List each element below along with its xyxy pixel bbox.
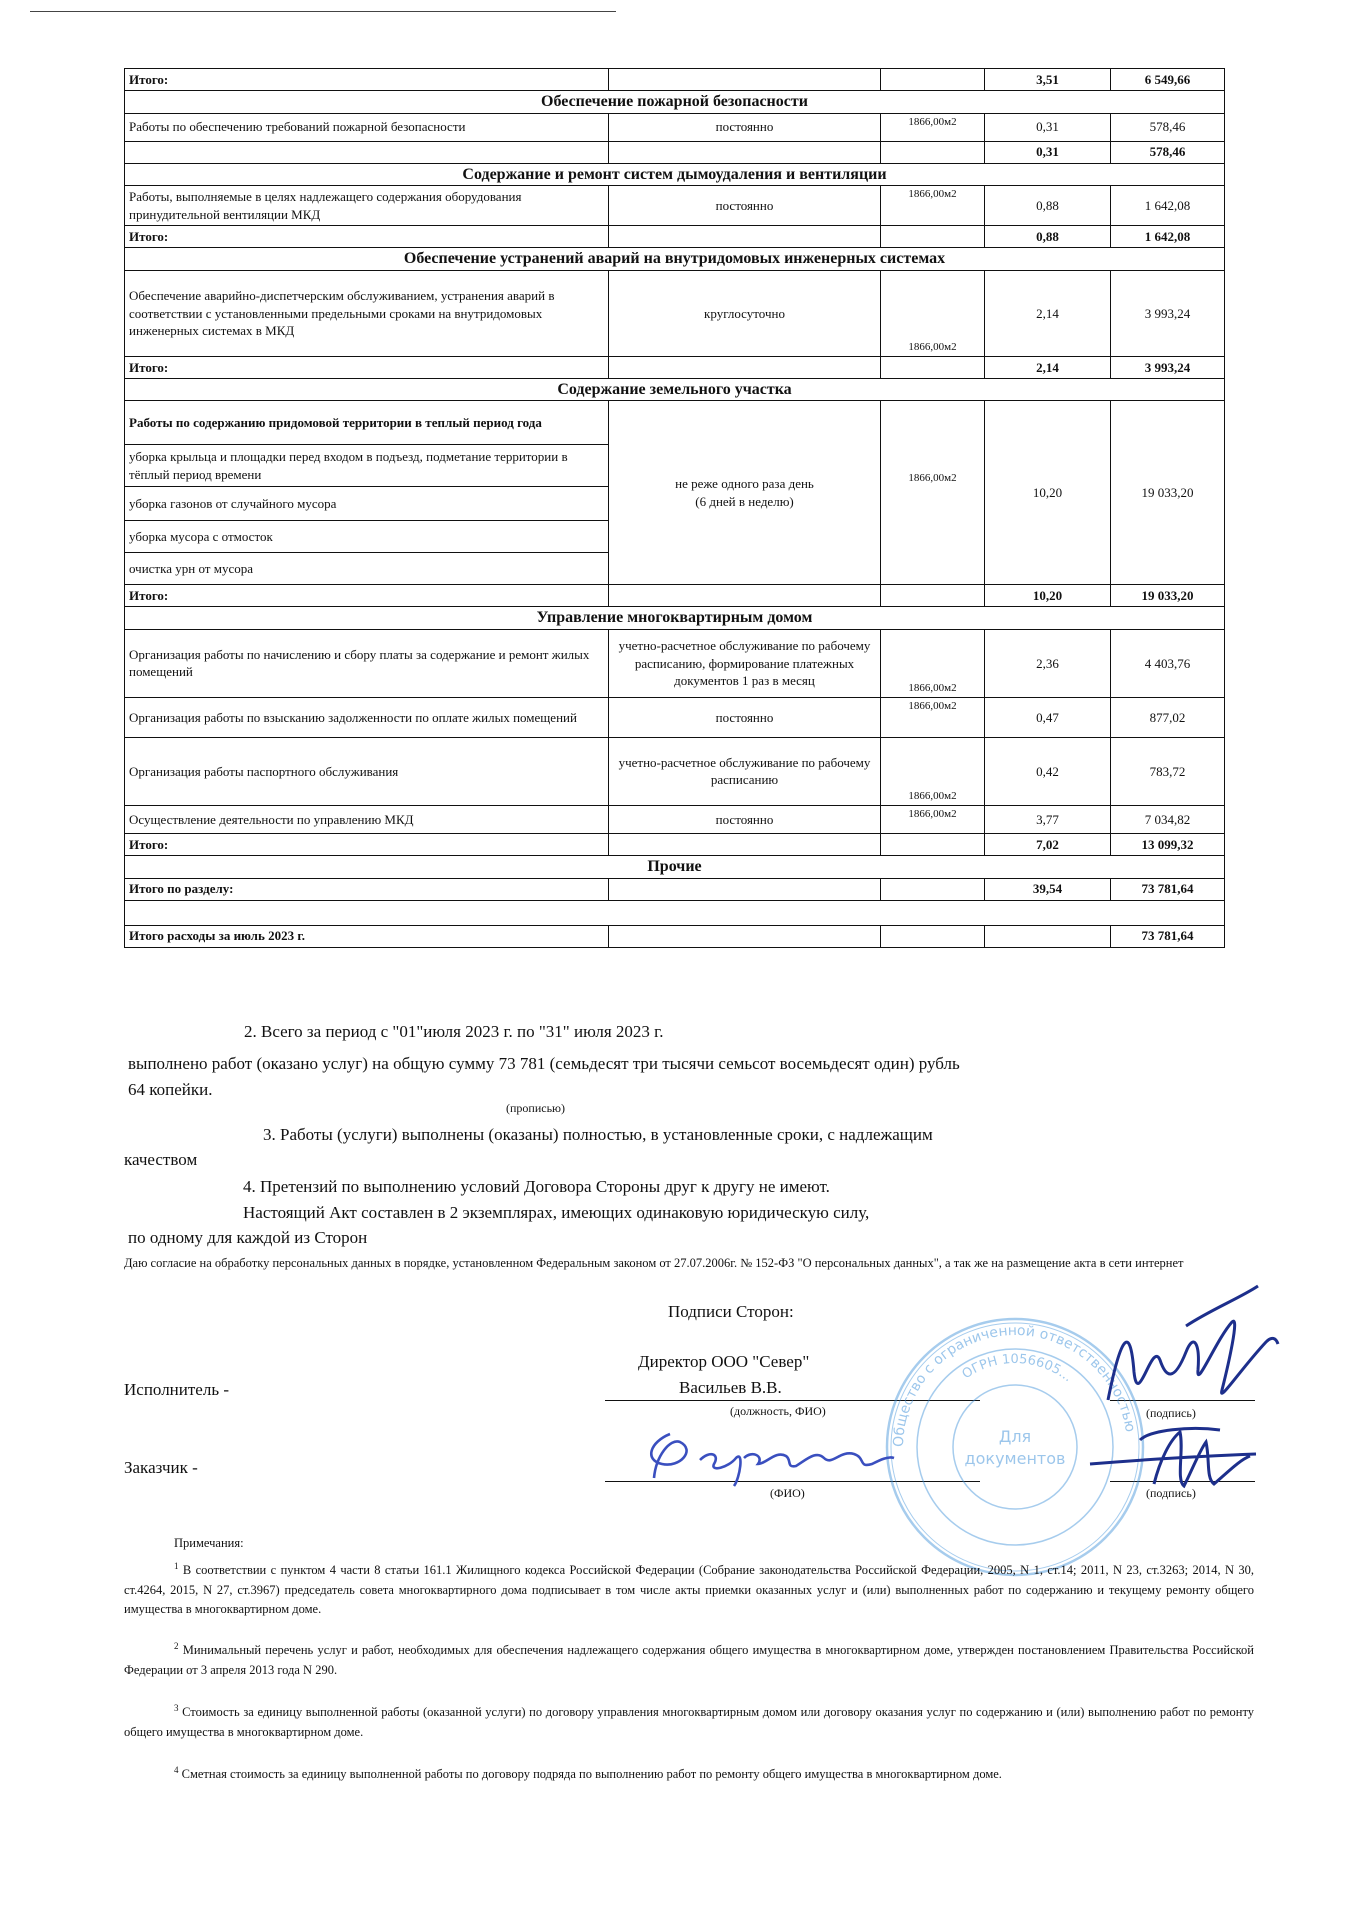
stamp-outer-text: Общество с ограниченной ответственностью <box>890 1322 1139 1448</box>
work-item-row <box>125 737 1225 805</box>
customer-handwritten-signature <box>640 1420 900 1490</box>
in-words-caption: (прописью) <box>506 1101 566 1115</box>
work-item-frequency: круглосуточно <box>609 270 881 356</box>
work-item-name: Работы по обеспечению требований пожарной безопасности <box>125 113 609 141</box>
total-label: Итого: <box>125 833 609 855</box>
total-rate: 0,31 <box>985 141 1111 163</box>
work-item-rate: 0,47 <box>985 697 1111 737</box>
work-item-name: Организация работы по начислению и сбору платы за содержание и ремонт жилых помещений <box>125 629 609 697</box>
work-item-row <box>125 113 1225 141</box>
total-empty-cell <box>609 141 881 163</box>
section-header-row <box>125 855 1225 878</box>
work-item-sum: 877,02 <box>1111 697 1225 737</box>
work-item-row <box>125 805 1225 833</box>
section-title: Управление многоквартирным домом <box>125 607 1225 630</box>
total-empty-cell <box>609 585 881 607</box>
total-empty-cell <box>609 925 881 947</box>
work-item-rate: 2,36 <box>985 629 1111 697</box>
work-item-area: 1866,00м2 <box>881 737 985 805</box>
notes-title: Примечания: <box>174 1536 244 1550</box>
executor-position: Директор ООО "Север" <box>638 1352 810 1371</box>
work-item-name: Организация работы паспортного обслуживания <box>125 737 609 805</box>
work-item-frequency: постоянно <box>609 113 881 141</box>
total-row <box>125 141 1225 163</box>
work-item-row <box>125 629 1225 697</box>
total-row <box>125 925 1225 947</box>
section-header-row <box>125 378 1225 401</box>
stamp-center-text-2: документов <box>964 1449 1066 1468</box>
note-1-text: В соответствии с пунктом 4 части 8 статьи 161.1 Жилищного кодекса Российской Федерации (Собрание законодательства Российской Федерации, 2005, N 1, ст.14; 2011, N 23, ст.3263; 2014, N 30, ст.4264, 2015, N 27, ст.3967) председатель совета многоквартирного дома подписывает в том числе акты приемки оказанных услуг и (или) выполненных работ по содержанию и текущему ремонту общего имущества в многоквартирном доме. <box>124 1563 1254 1616</box>
section-header-row <box>125 607 1225 630</box>
total-sum: 578,46 <box>1111 141 1225 163</box>
total-empty-cell <box>881 141 985 163</box>
work-item-name: Организация работы по взысканию задолженности по оплате жилых помещений <box>125 697 609 737</box>
total-rate: 0,88 <box>985 226 1111 248</box>
total-sum: 6 549,66 <box>1111 69 1225 91</box>
land-care-frequency <box>609 401 881 585</box>
work-item-rate: 0,88 <box>985 186 1111 226</box>
total-label: Итого: <box>125 356 609 378</box>
total-empty-cell <box>881 226 985 248</box>
total-sum: 19 033,20 <box>1111 585 1225 607</box>
section-header-row <box>125 163 1225 186</box>
total-label: Итого: <box>125 69 609 91</box>
section-title: Содержание и ремонт систем дымоудаления и вентиляции <box>125 163 1225 186</box>
work-item-name: Осуществление деятельности по управлению МКД <box>125 805 609 833</box>
clause-5-line-1: Настоящий Акт составлен в 2 экземплярах, имеющих одинаковую юридическую силу, <box>243 1203 870 1222</box>
note-1-mark: 1 <box>174 1561 179 1571</box>
note-2 <box>124 1640 1254 1680</box>
total-rate: 10,20 <box>985 585 1111 607</box>
total-row <box>125 69 1225 91</box>
land-care-item: уборка мусора с отмосток <box>125 521 609 553</box>
work-item-sum: 783,72 <box>1111 737 1225 805</box>
total-label: Итого расходы за июль 2023 г. <box>125 925 609 947</box>
land-care-item: уборка газонов от случайного мусора <box>125 487 609 521</box>
total-empty-cell <box>881 585 985 607</box>
note-4-mark: 4 <box>174 1765 179 1775</box>
land-care-rate: 10,20 <box>985 401 1111 585</box>
land-care-frequency-line-1: не реже одного раза день <box>675 476 814 492</box>
total-rate: 39,54 <box>985 878 1111 900</box>
customer-label: Заказчик - <box>124 1458 198 1477</box>
total-row <box>125 356 1225 378</box>
total-empty-cell <box>881 833 985 855</box>
note-4-text: Сметная стоимость за единицу выполненной работы по договору подряда по выполнению работ по ремонту общего имущества в многоквартирном доме. <box>181 1767 1002 1782</box>
section-title: Обеспечение пожарной безопасности <box>125 91 1225 114</box>
total-empty-cell <box>881 356 985 378</box>
section-title: Содержание земельного участка <box>125 378 1225 401</box>
work-item-area: 1866,00м2 <box>881 270 985 356</box>
work-item-frequency: постоянно <box>609 805 881 833</box>
clause-4: 4. Претензий по выполнению условий Договора Стороны друг к другу не имеют. <box>243 1177 830 1196</box>
work-item-frequency: учетно-расчетное обслуживание по рабочему расписанию, формирование платежных документов 1 раз в месяц <box>609 629 881 697</box>
work-item-rate: 3,77 <box>985 805 1111 833</box>
executor-label: Исполнитель - <box>124 1380 229 1399</box>
total-sum: 1 642,08 <box>1111 226 1225 248</box>
land-care-row <box>125 401 1225 445</box>
work-item-sum: 578,46 <box>1111 113 1225 141</box>
land-care-item: уборка крыльца и площадки перед входом в подъезд, подметание территории в тёплый период времени <box>125 445 609 487</box>
work-item-rate: 2,14 <box>985 270 1111 356</box>
total-empty-cell <box>609 356 881 378</box>
work-item-name: Работы, выполняемые в целях надлежащего содержания оборудования принудительной вентиляции МКД <box>125 186 609 226</box>
total-empty-cell <box>609 69 881 91</box>
clause-3-line-2: качеством <box>124 1150 198 1169</box>
top-rule <box>30 11 616 12</box>
total-empty-cell <box>609 833 881 855</box>
executor-initials-signature <box>1080 1420 1270 1500</box>
total-empty-cell <box>609 226 881 248</box>
total-label: Итого: <box>125 226 609 248</box>
work-item-area: 1866,00м2 <box>881 697 985 737</box>
note-2-mark: 2 <box>174 1641 179 1651</box>
clause-3-line-1: 3. Работы (услуги) выполнены (оказаны) полностью, в установленные сроки, с надлежащим <box>263 1125 933 1144</box>
work-item-row <box>125 186 1225 226</box>
clause-5-line-2: по одному для каждой из Сторон <box>128 1228 368 1247</box>
works-table <box>124 68 1225 948</box>
stamp-inner-text: ОГРН 1056605... <box>959 1351 1076 1386</box>
total-empty-cell <box>881 69 985 91</box>
clause-2-line-1: 2. Всего за период с "01"июля 2023 г. по "31" июля 2023 г. <box>244 1022 664 1041</box>
customer-fio-caption: (ФИО) <box>770 1486 805 1500</box>
personal-data-consent: Даю согласие на обработку персональных данных в порядке, установленном Федеральным законом от 27.07.2006г. № 152-ФЗ "О персональных данных", а так же на размещение акта в сети интернет <box>124 1256 1184 1270</box>
total-rate: 3,51 <box>985 69 1111 91</box>
work-item-sum: 1 642,08 <box>1111 186 1225 226</box>
total-empty-cell <box>881 878 985 900</box>
total-rate: 7,02 <box>985 833 1111 855</box>
section-title: Обеспечение устранений аварий на внутридомовых инженерных системах <box>125 248 1225 271</box>
total-label: Итого по разделу: <box>125 878 609 900</box>
work-item-name: Обеспечение аварийно-диспетчерским обслуживанием, устранения аварий в соответствии с установленными предельными сроками на внутридомовых инженерных системах в МКД <box>125 270 609 356</box>
total-row <box>125 878 1225 900</box>
total-sum: 73 781,64 <box>1111 925 1225 947</box>
executor-handwritten-signature <box>1090 1280 1280 1420</box>
stamp-center-text-1: Для <box>998 1427 1032 1446</box>
executor-position-caption: (должность, ФИО) <box>730 1404 826 1418</box>
work-item-row <box>125 697 1225 737</box>
blank-cell <box>125 900 1225 925</box>
land-care-item: очистка урн от мусора <box>125 553 609 585</box>
work-item-frequency: учетно-расчетное обслуживание по рабочему расписанию <box>609 737 881 805</box>
land-care-sum: 19 033,20 <box>1111 401 1225 585</box>
work-item-area: 1866,00м2 <box>881 629 985 697</box>
total-empty-cell <box>881 925 985 947</box>
note-1 <box>124 1560 1254 1619</box>
land-care-frequency-line-2: (6 дней в неделю) <box>695 493 794 509</box>
work-item-sum: 4 403,76 <box>1111 629 1225 697</box>
section-header-row <box>125 91 1225 114</box>
land-care-area: 1866,00м2 <box>881 401 985 585</box>
executor-sign-caption: (подпись) <box>1146 1406 1196 1420</box>
customer-sign-caption: (подпись) <box>1146 1486 1196 1500</box>
total-empty-cell <box>609 878 881 900</box>
total-sum: 13 099,32 <box>1111 833 1225 855</box>
note-3-mark: 3 <box>174 1703 179 1713</box>
clause-2-line-2: выполнено работ (оказано услуг) на общую сумму 73 781 (семьдесят три тысячи семьсот восемьдесят один) рубль <box>128 1054 960 1073</box>
work-item-frequency: постоянно <box>609 697 881 737</box>
land-care-heading: Работы по содержанию придомовой территории в теплый период года <box>125 401 609 445</box>
note-4 <box>124 1764 1254 1785</box>
total-row <box>125 833 1225 855</box>
total-sum: 73 781,64 <box>1111 878 1225 900</box>
work-item-sum: 3 993,24 <box>1111 270 1225 356</box>
work-item-sum: 7 034,82 <box>1111 805 1225 833</box>
work-item-rate: 0,31 <box>985 113 1111 141</box>
work-item-area: 1866,00м2 <box>881 113 985 141</box>
section-header-row <box>125 248 1225 271</box>
note-2-text: Минимальный перечень услуг и работ, необходимых для обеспечения надлежащего содержания общего имущества в многоквартирном доме, утвержден постановлением Правительства Российской Федерации от 3 апреля 2013 года N 290. <box>124 1643 1255 1677</box>
work-item-row <box>125 270 1225 356</box>
total-rate: 2,14 <box>985 356 1111 378</box>
note-3-text: Стоимость за единицу выполненной работы (оказанной услуги) по договору управления многоквартирным домом или договору оказания услуг по содержанию и (или) выполнению работ по ремонту общего имущества в многоквартирном доме. <box>124 1705 1255 1739</box>
total-sum: 3 993,24 <box>1111 356 1225 378</box>
signatures-title: Подписи Сторон: <box>668 1302 794 1321</box>
clause-2-line-3: 64 копейки. <box>128 1080 213 1099</box>
section-title: Прочие <box>125 855 1225 878</box>
total-label <box>125 141 609 163</box>
work-item-rate: 0,42 <box>985 737 1111 805</box>
work-item-area: 1866,00м2 <box>881 805 985 833</box>
total-rate <box>985 925 1111 947</box>
note-3 <box>124 1702 1254 1742</box>
blank-row <box>125 900 1225 925</box>
total-label: Итого: <box>125 585 609 607</box>
work-item-area: 1866,00м2 <box>881 186 985 226</box>
executor-name: Васильев В.В. <box>679 1378 782 1397</box>
total-row <box>125 585 1225 607</box>
total-row <box>125 226 1225 248</box>
work-item-frequency: постоянно <box>609 186 881 226</box>
